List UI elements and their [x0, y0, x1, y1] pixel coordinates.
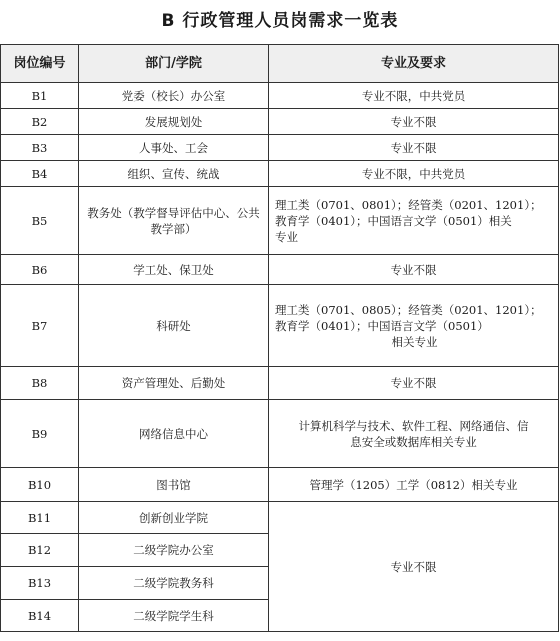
department: 教务处（教学督导评估中心、公共教学部）	[79, 187, 269, 255]
requirement: 专业不限	[269, 255, 559, 285]
position-code: B1	[1, 83, 79, 109]
requirement: 专业不限	[269, 109, 559, 135]
requirement-line: 教育学（0401）；中国语言文学（0501）相关	[275, 213, 512, 228]
position-code: B12	[1, 534, 79, 567]
requirement-line: 理工类（0701、0801）；经管类（0201、1201）；	[275, 197, 542, 212]
table-row	[1, 83, 559, 109]
position-code: B2	[1, 109, 79, 135]
table-row	[1, 367, 559, 400]
header-department: 部门/学院	[79, 45, 269, 83]
requirement-line: 理工类（0701、0805）；经管类（0201、1201）；	[275, 302, 542, 317]
department: 资产管理处、后勤处	[79, 367, 269, 400]
department: 二级学院教务科	[79, 567, 269, 600]
department: 学工处、保卫处	[79, 255, 269, 285]
requirement-line: 专业	[275, 229, 298, 244]
requirement: 专业不限，中共党员	[269, 83, 559, 109]
department: 组织、宣传、统战	[79, 161, 269, 187]
department: 创新创业学院	[79, 502, 269, 534]
department: 党委（校长）办公室	[79, 83, 269, 109]
position-code: B3	[1, 135, 79, 161]
department: 二级学院学生科	[79, 600, 269, 632]
table-header-row	[1, 45, 559, 83]
requirement-line: 教育学（0401）；中国语言文学（0501）	[275, 318, 489, 333]
position-code: B5	[1, 187, 79, 255]
position-code: B7	[1, 285, 79, 367]
requirement-line: 计算机科学与技术、软件工程、网络通信、信	[298, 418, 529, 433]
table-row	[1, 255, 559, 285]
position-code: B10	[1, 468, 79, 502]
department: 二级学院办公室	[79, 534, 269, 567]
header-position-code: 岗位编号	[1, 45, 79, 83]
department: 人事处、工会	[79, 135, 269, 161]
table-row	[1, 161, 559, 187]
requirement: 专业不限	[269, 367, 559, 400]
header-requirements: 专业及要求	[269, 45, 559, 83]
table-row	[1, 109, 559, 135]
requirement: 管理学（1205）工学（0812）相关专业	[269, 468, 559, 502]
requirement	[269, 285, 559, 367]
table-row	[1, 468, 559, 502]
requirement	[269, 187, 559, 255]
requirement-line: 息安全或数据库相关专业	[350, 434, 477, 449]
page-title: B 行政管理人员岗需求一览表	[161, 11, 399, 31]
position-code: B4	[1, 161, 79, 187]
department: 科研处	[79, 285, 269, 367]
merged-requirement: 专业不限	[269, 502, 559, 632]
position-code: B6	[1, 255, 79, 285]
table-row	[1, 400, 559, 468]
position-code: B13	[1, 567, 79, 600]
department: 网络信息中心	[79, 400, 269, 468]
department: 发展规划处	[79, 109, 269, 135]
requirement: 专业不限，中共党员	[269, 161, 559, 187]
position-code: B8	[1, 367, 79, 400]
requirement-line: 相关专业	[391, 334, 438, 349]
table-row	[1, 187, 559, 255]
requirement: 专业不限	[269, 135, 559, 161]
position-code: B11	[1, 502, 79, 534]
table-row	[1, 135, 559, 161]
requirements-table	[0, 44, 559, 632]
department: 图书馆	[79, 468, 269, 502]
requirement	[269, 400, 559, 468]
table-row	[1, 502, 559, 534]
position-code: B9	[1, 400, 79, 468]
position-code: B14	[1, 600, 79, 632]
table-row	[1, 285, 559, 367]
